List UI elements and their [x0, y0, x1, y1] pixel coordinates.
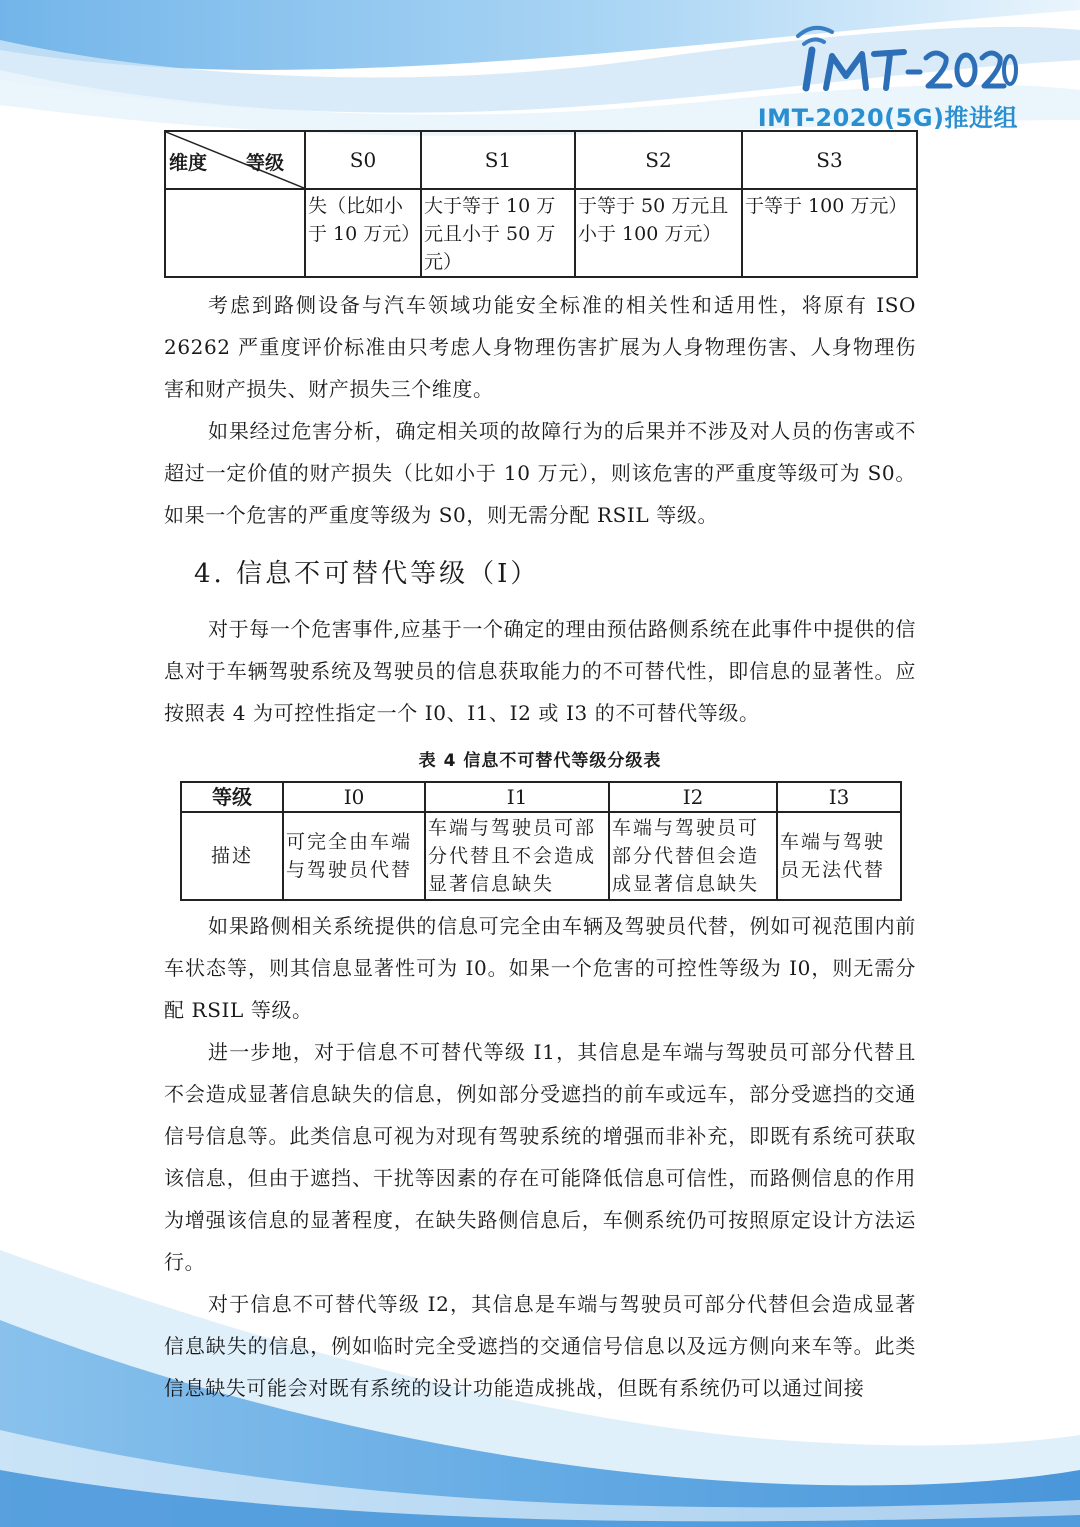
paragraph: 对于信息不可替代等级 I2，其信息是车端与驾驶员可部分代替但会造成显著信息缺失的信息，例如临时完全受遮挡的交通信号信息以及远方侧向来车等。此类信息缺失可能会对既有系统的设计功能造成挑战，但既有系统仍可以通过间接	[164, 1292, 916, 1400]
corner-label-level: 等级	[245, 152, 284, 174]
table-caption: 表 4 信息不可替代等级分级表	[418, 751, 662, 771]
logo-subtitle: IMT-2020(5G)推进组	[757, 104, 1018, 132]
irreplaceability-col-header: 等级	[181, 782, 283, 812]
paragraph: 考虑到路侧设备与汽车领域功能安全标准的相关性和适用性，将原有 ISO 26262 严重度评价标准由只考虑人身物理伤害扩展为人身物理伤害、人身物理伤害和财产损失、财产损失三个维度。	[164, 293, 916, 401]
irreplaceability-cell: 车端与驾驶员无法代替	[777, 812, 901, 900]
document-body	[164, 130, 916, 1409]
severity-table	[164, 130, 918, 278]
severity-cell	[165, 189, 305, 277]
severity-cell: 大于等于 10 万元且小于 50 万元）	[421, 189, 575, 277]
irreplaceability-cell: 车端与驾驶员可部分代替且不会造成显著信息缺失	[425, 812, 609, 900]
severity-table-header-row	[165, 131, 917, 189]
irreplaceability-col-header: I1	[425, 782, 609, 812]
paragraph: 对于每一个危害事件,应基于一个确定的理由预估路侧系统在此事件中提供的信息对于车辆驾驶系统及驾驶员的信息获取能力的不可替代性，即信息的显著性。应按照表 4 为可控性指定一个 I0、I1、I2 或 I3 的不可替代等级。	[164, 617, 916, 725]
irreplaceability-table-row	[181, 812, 901, 900]
severity-col-header: S2	[575, 131, 742, 189]
severity-cell: 于等于 50 万元且小于 100 万元）	[575, 189, 742, 277]
irreplaceability-col-header: I2	[609, 782, 777, 812]
paragraph: 如果路侧相关系统提供的信息可完全由车辆及驾驶员代替，例如可视范围内前车状态等，则其信息显著性可为 I0。如果一个危害的可控性等级为 I0，则无需分配 RSIL 等级。	[164, 914, 916, 1022]
paragraph: 如果经过危害分析，确定相关项的故障行为的后果并不涉及对人员的伤害或不超过一定价值的财产损失（比如小于 10 万元），则该危害的严重度等级可为 S0。如果一个危害的严重度等级为 S0，则无需分配 RSIL 等级。	[164, 419, 916, 527]
severity-table-row	[165, 189, 917, 277]
irreplaceability-cell: 可完全由车端与驾驶员代替	[283, 812, 425, 900]
severity-cell: 失（比如小于 10 万元）	[305, 189, 421, 277]
corner-label-dimension: 维度	[169, 152, 208, 174]
imt2020-logo	[757, 18, 1018, 132]
paragraph: 进一步地，对于信息不可替代等级 I1，其信息是车端与驾驶员可部分代替且不会造成显著信息缺失的信息，例如部分受遮挡的前车或远车，部分受遮挡的交通信号信息等。此类信息可视为对现有驾驶系统的增强而非补充，即既有系统可获取该信息，但由于遮挡、干扰等因素的存在可能降低信息可信性，而路侧信息的作用为增强该信息的显著程度，在缺失路侧信息后，车侧系统仍可按照原定设计方法运行。	[164, 1040, 916, 1274]
irreplaceability-col-header: I3	[777, 782, 901, 812]
irreplaceability-col-header: I0	[283, 782, 425, 812]
severity-table-corner-cell	[165, 131, 305, 189]
severity-col-header: S0	[305, 131, 421, 189]
severity-col-header: S1	[421, 131, 575, 189]
severity-col-header: S3	[742, 131, 917, 189]
irreplaceability-cell: 描述	[181, 812, 283, 900]
irreplaceability-table-header-row	[181, 782, 901, 812]
imt2020-logo-mark	[786, 18, 1018, 96]
irreplaceability-cell: 车端与驾驶员可部分代替但会造成显著信息缺失	[609, 812, 777, 900]
section-heading: 4. 信息不可替代等级（I）	[194, 559, 540, 589]
irreplaceability-table	[180, 781, 902, 901]
severity-cell: 于等于 100 万元）	[742, 189, 917, 277]
